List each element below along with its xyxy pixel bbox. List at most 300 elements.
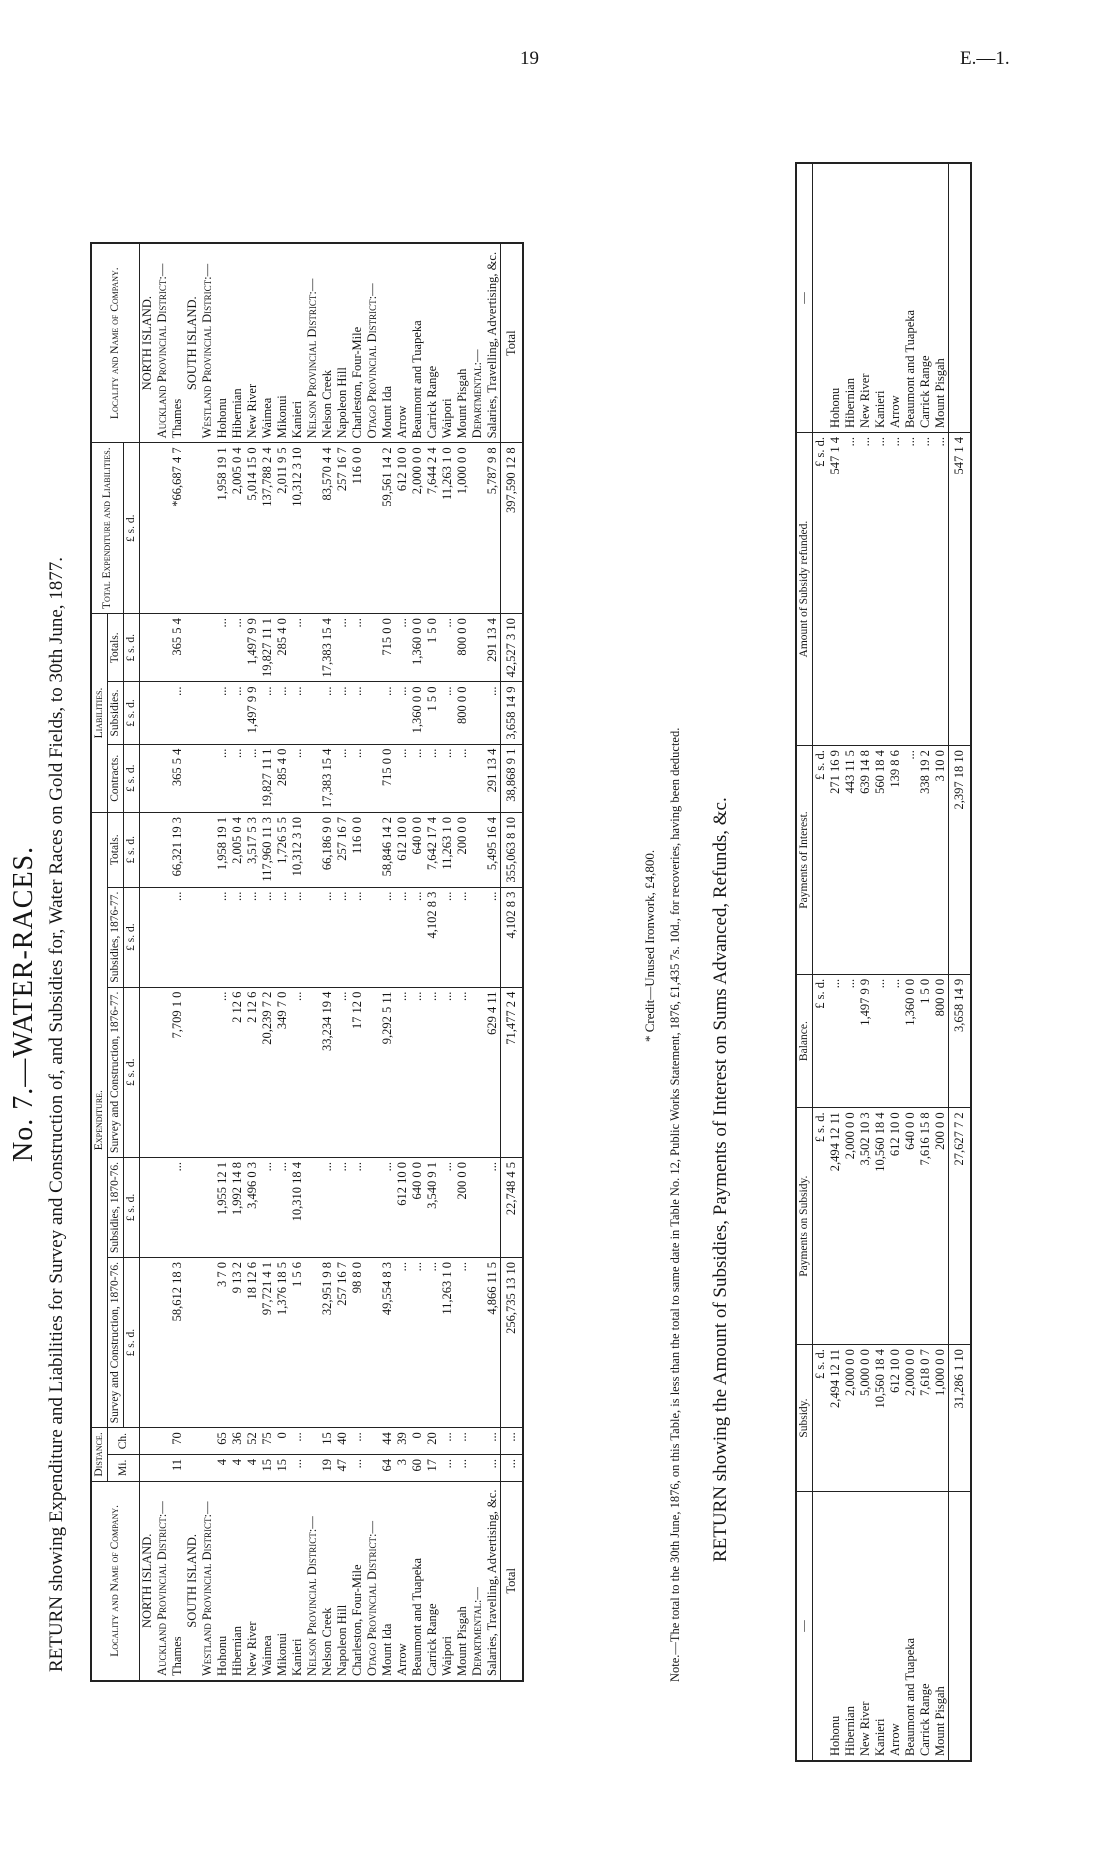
cell-ch: ...: [455, 1428, 470, 1455]
cell-lsub: ...: [350, 682, 365, 744]
total-row: [949, 163, 972, 1761]
cell-lsub: ...: [290, 682, 305, 744]
cell-sc7677: 349 7 0: [275, 987, 290, 1157]
cell-ltot: ...: [335, 614, 350, 682]
cell-sub7076: 1,992 14 8: [230, 1157, 245, 1257]
cell-contracts: ...: [440, 744, 455, 812]
cell-sub7677: ...: [335, 887, 350, 987]
cell-grand: 83,570 4 4: [320, 443, 335, 614]
empty-cell: [470, 1428, 485, 1455]
cell-sc7677: 2 12 6: [245, 987, 260, 1157]
header-total-exp: Total Expenditure and Liabilities.: [91, 443, 124, 614]
total-contracts: 38,868 9 1: [501, 744, 524, 812]
cell-tot: 612 10 0: [395, 812, 410, 887]
cell-contracts: 285 4 0: [275, 744, 290, 812]
empty-cell: [185, 614, 200, 682]
district-heading: Auckland Provincial District:—: [155, 1481, 170, 1681]
header-liab-totals: Totals.: [108, 614, 124, 682]
table-row: [140, 243, 156, 1681]
table-row: [230, 243, 245, 1681]
empty-cell: [813, 1492, 829, 1762]
locality-name-right: Mount Pisgah: [455, 243, 470, 443]
header-lsd: £ s. d.: [124, 1157, 140, 1257]
header-survey-7677: Survey and Construction, 1876-77.: [108, 987, 124, 1157]
cell-sc7677: ...: [290, 987, 305, 1157]
cell-ltot: 1,497 9 9: [245, 614, 260, 682]
subsidies-table: [795, 162, 972, 1762]
locality-name: Waipori: [440, 1481, 455, 1681]
empty-cell: [365, 812, 380, 887]
table-row: [350, 243, 365, 1681]
cell-tot: 3,517 5 3: [245, 812, 260, 887]
district-heading-right: Departmental:—: [470, 243, 485, 443]
cell-refunded: ...: [873, 433, 888, 746]
header-mi: Mi.: [108, 1454, 140, 1481]
header-liab-subsidies: Subsidies.: [108, 682, 124, 744]
district-heading: Otago Provincial District:—: [365, 1481, 380, 1681]
header-locality: Locality and Name of Company.: [91, 1481, 140, 1681]
empty-cell: [365, 1428, 380, 1455]
empty-cell: [470, 987, 485, 1157]
header-contracts: Contracts.: [108, 744, 124, 812]
total-row: [501, 243, 524, 1681]
cell-subsidy: 2,000 0 0: [903, 1345, 918, 1492]
empty-cell: [470, 887, 485, 987]
cell-sc7677: 17 12 0: [350, 987, 365, 1157]
empty-cell: [949, 163, 972, 433]
empty-cell: [813, 163, 829, 433]
cell-sub7076: 3,540 9 1: [425, 1157, 440, 1257]
cell-sc7076: 4,866 11 5: [485, 1257, 501, 1427]
empty-cell: [140, 614, 156, 682]
cell-sc7076: 98 8 0: [350, 1257, 365, 1427]
cell-ch: 70: [170, 1428, 185, 1455]
subsidies-section: [795, 162, 1114, 1762]
main-title: No. 7.—WATER-RACES.: [8, 845, 39, 1162]
empty-cell: [470, 812, 485, 887]
cell-grand: 5,787 9 8: [485, 443, 501, 614]
cell-sub7076: ...: [380, 1157, 395, 1257]
total-ch: ...: [501, 1428, 524, 1455]
empty-cell: [140, 1454, 156, 1481]
empty-cell: [185, 1454, 200, 1481]
cell-grand: 10,312 3 10: [290, 443, 305, 614]
cell-contracts: 715 0 0: [380, 744, 395, 812]
cell-sub7076: ...: [440, 1157, 455, 1257]
cell-payments: 2,000 0 0: [843, 1108, 858, 1345]
cell-sub7677: 4,102 8 3: [425, 887, 440, 987]
cell-sub7677: ...: [230, 887, 245, 987]
t2-header-blank: —: [796, 1492, 813, 1762]
cell-sc7076: 257 16 7: [335, 1257, 350, 1427]
cell-sub7076: 200 0 0: [455, 1157, 470, 1257]
cell-mi: ...: [485, 1454, 501, 1481]
cell-grand: 5,014 15 0: [245, 443, 260, 614]
section-heading: SOUTH ISLAND.: [185, 1481, 200, 1681]
cell-subsidy: 612 10 0: [888, 1345, 903, 1492]
cell-sub7076: 612 10 0: [395, 1157, 410, 1257]
cell-ch: 44: [380, 1428, 395, 1455]
cell-sc7677: ...: [335, 987, 350, 1157]
empty-cell: [155, 987, 170, 1157]
empty-cell: [155, 1257, 170, 1427]
header-lsd: £ s. d.: [124, 1257, 140, 1427]
cell-lsub: ...: [230, 682, 245, 744]
table-row: [365, 243, 380, 1681]
cell-sub7076: 640 0 0: [410, 1157, 425, 1257]
empty-cell: [200, 744, 215, 812]
empty-cell: [305, 614, 320, 682]
cell-subsidy: 2,494 12 11: [828, 1345, 843, 1492]
table-row: [305, 243, 320, 1681]
header-lsd: £ s. d.: [124, 812, 140, 887]
cell-interest: 560 18 4: [873, 746, 888, 975]
empty-cell: [305, 1257, 320, 1427]
locality-name: Beaumont and Tuapeka: [410, 1481, 425, 1681]
water-races-section: [0, 102, 780, 1862]
cell-mi: 19: [320, 1454, 335, 1481]
empty-cell: [365, 682, 380, 744]
empty-cell: [185, 682, 200, 744]
header-lsd: £ s. d.: [124, 987, 140, 1157]
table-row: [440, 243, 455, 1681]
cell-tot: 200 0 0: [455, 812, 470, 887]
company-name: New River: [858, 1492, 873, 1762]
cell-tot: 1,958 19 1: [215, 812, 230, 887]
cell-sub7677: ...: [455, 887, 470, 987]
cell-sc7076: 32,951 9 8: [320, 1257, 335, 1427]
cell-mi: ...: [455, 1454, 470, 1481]
table-row: [170, 243, 185, 1681]
cell-contracts: ...: [335, 744, 350, 812]
empty-cell: [305, 987, 320, 1157]
table-row: [215, 243, 230, 1681]
empty-cell: [200, 1257, 215, 1427]
cell-ltot: ...: [440, 614, 455, 682]
cell-sc7076: 49,554 8 3: [380, 1257, 395, 1427]
cell-tot: 116 0 0: [350, 812, 365, 887]
empty-cell: [140, 987, 156, 1157]
empty-cell: [155, 443, 170, 614]
district-heading-right: Auckland Provincial District:—: [155, 243, 170, 443]
cell-payments: 7,616 15 8: [918, 1108, 933, 1345]
cell-refunded: ...: [843, 433, 858, 746]
locality-name-right: Mount Ida: [380, 243, 395, 443]
cell-ch: 75: [260, 1428, 275, 1455]
total-subsidy: 31,286 1 10: [949, 1345, 972, 1492]
cell-balance: ...: [843, 974, 858, 1107]
company-name-right: Hohonu: [828, 163, 843, 433]
cell-contracts: ...: [350, 744, 365, 812]
empty-cell: [140, 443, 156, 614]
cell-lsub: ...: [380, 682, 395, 744]
cell-sc7076: 9 13 2: [230, 1257, 245, 1427]
company-name: Carrick Range: [918, 1492, 933, 1762]
empty-cell: [305, 1428, 320, 1455]
locality-name-right: Arrow: [395, 243, 410, 443]
cell-contracts: ...: [230, 744, 245, 812]
cell-ltot: 715 0 0: [380, 614, 395, 682]
header-lsd: £ s. d.: [124, 682, 140, 744]
note: Note.—The total to the 30th June, 1876, on this Table, is less than the total to same date in Table No. 12, Public Works Statement, 1876, £1,435 7s. 10d., for recoveries, having been deducted.: [668, 727, 682, 1682]
cell-lsub: 1,360 0 0: [410, 682, 425, 744]
cell-sc7677: 7,709 1 0: [170, 987, 185, 1157]
company-name: Kanieri: [873, 1492, 888, 1762]
company-name: Mount Pisgah: [933, 1492, 949, 1762]
company-name-right: Kanieri: [873, 163, 888, 433]
total-balance: 3,658 14 9: [949, 974, 972, 1107]
empty-cell: [470, 1157, 485, 1257]
empty-cell: [185, 744, 200, 812]
cell-sub7076: ...: [320, 1157, 335, 1257]
cell-mi: 4: [230, 1454, 245, 1481]
table-row: [485, 243, 501, 1681]
cell-grand: 7,644 2 4: [425, 443, 440, 614]
section-heading-right: SOUTH ISLAND.: [185, 243, 200, 443]
cell-contracts: ...: [215, 744, 230, 812]
cell-payments: 200 0 0: [933, 1108, 949, 1345]
cell-tot: 640 0 0: [410, 812, 425, 887]
cell-lsub: ...: [395, 682, 410, 744]
cell-sc7677: 2 12 6: [230, 987, 245, 1157]
company-name: Arrow: [888, 1492, 903, 1762]
district-heading: Departmental:—: [470, 1481, 485, 1681]
cell-sub7677: ...: [275, 887, 290, 987]
cell-lsub: 1,497 9 9: [245, 682, 260, 744]
cell-sub7076: ...: [335, 1157, 350, 1257]
empty-cell: [140, 1257, 156, 1427]
cell-refunded: ...: [918, 433, 933, 746]
cell-sub7677: ...: [320, 887, 335, 987]
header-distance: Distance.: [91, 1428, 108, 1481]
cell-payments: 2,494 12 11: [828, 1108, 843, 1345]
cell-mi: 3: [395, 1454, 410, 1481]
cell-sub7677: ...: [395, 887, 410, 987]
header-expenditure: Expenditure.: [91, 812, 108, 1427]
cell-sub7076: 10,310 18 4: [290, 1157, 305, 1257]
table-row: [185, 243, 200, 1681]
company-name: Hibernian: [843, 1492, 858, 1762]
unit-lsd: £ s. d.: [813, 1108, 829, 1345]
empty-cell: [305, 1454, 320, 1481]
cell-sub7076: ...: [170, 1157, 185, 1257]
cell-tot: 7,642 17 4: [425, 812, 440, 887]
t2-header-blank-right: —: [796, 163, 813, 433]
cell-lsub: ...: [440, 682, 455, 744]
cell-sub7677: ...: [380, 887, 395, 987]
empty-cell: [200, 614, 215, 682]
cell-lsub: 800 0 0: [455, 682, 470, 744]
cell-ltot: 1,360 0 0: [410, 614, 425, 682]
cell-ltot: 291 13 4: [485, 614, 501, 682]
table-row: [470, 243, 485, 1681]
lsd-row: [813, 163, 829, 1761]
empty-cell: [365, 744, 380, 812]
header-locality-right: Locality and Name of Company.: [91, 243, 140, 443]
cell-tot: 66,186 9 0: [320, 812, 335, 887]
empty-cell: [155, 887, 170, 987]
district-heading: Westland Provincial District:—: [200, 1481, 215, 1681]
cell-grand: 11,263 1 0: [440, 443, 455, 614]
empty-cell: [200, 1428, 215, 1455]
cell-mi: 4: [245, 1454, 260, 1481]
cell-subsidy: 7,618 0 7: [918, 1345, 933, 1492]
cell-contracts: 291 13 4: [485, 744, 501, 812]
locality-name-right: Waimea: [260, 243, 275, 443]
cell-refunded: 547 1 4: [828, 433, 843, 746]
unit-lsd: £ s. d.: [813, 1345, 829, 1492]
table-row: [425, 243, 440, 1681]
table-row: [410, 243, 425, 1681]
cell-sc7076: 18 12 6: [245, 1257, 260, 1427]
table-row: [290, 243, 305, 1681]
locality-name: Salaries, Travelling, Advertising, &c.: [485, 1481, 501, 1681]
cell-grand: 2,005 0 4: [230, 443, 245, 614]
cell-sc7076: 58,612 18 3: [170, 1257, 185, 1427]
cell-mi: 47: [335, 1454, 350, 1481]
cell-balance: ...: [888, 974, 903, 1107]
total-lsub: 3,658 14 9: [501, 682, 524, 744]
cell-sub7677: ...: [245, 887, 260, 987]
section-heading: NORTH ISLAND.: [140, 1481, 156, 1681]
total-grand: 397,590 12 8: [501, 443, 524, 614]
header-lsd: £ s. d.: [124, 744, 140, 812]
locality-name: Hohonu: [215, 1481, 230, 1681]
cell-grand: 1,958 19 1: [215, 443, 230, 614]
cell-ltot: ...: [290, 614, 305, 682]
total-mi: ...: [501, 1454, 524, 1481]
table-row: [395, 243, 410, 1681]
cell-balance: 1 5 0: [918, 974, 933, 1107]
cell-sub7677: ...: [485, 887, 501, 987]
cell-subsidy: 1,000 0 0: [933, 1345, 949, 1492]
cell-sc7076: ...: [410, 1257, 425, 1427]
cell-ltot: 19,827 11 1: [260, 614, 275, 682]
cell-ch: 39: [395, 1428, 410, 1455]
empty-cell: [305, 443, 320, 614]
cell-tot: 11,263 1 0: [440, 812, 455, 887]
empty-cell: [305, 812, 320, 887]
locality-name: Mount Pisgah: [455, 1481, 470, 1681]
cell-sc7677: 33,234 19 4: [320, 987, 335, 1157]
t2-header-payments: Payments on Subsidy.: [796, 1108, 813, 1345]
cell-mi: ...: [440, 1454, 455, 1481]
table-row: [903, 163, 918, 1761]
cell-ltot: ...: [215, 614, 230, 682]
total-label: Total: [501, 1481, 524, 1681]
empty-cell: [140, 812, 156, 887]
empty-cell: [155, 1157, 170, 1257]
table-row: [933, 163, 949, 1761]
cell-interest: 443 11 5: [843, 746, 858, 975]
cell-ch: ...: [290, 1428, 305, 1455]
locality-name: Kanieri: [290, 1481, 305, 1681]
empty-cell: [185, 987, 200, 1157]
empty-cell: [200, 812, 215, 887]
cell-interest: 139 8 6: [888, 746, 903, 975]
cell-tot: 2,005 0 4: [230, 812, 245, 887]
t2-header-refunded: Amount of Subsidy refunded.: [796, 433, 813, 746]
total-interest: 2,397 18 10: [949, 746, 972, 975]
locality-name-right: Hohonu: [215, 243, 230, 443]
locality-name: Charleston, Four-Mile: [350, 1481, 365, 1681]
header-subsidies-7677: Subsidies, 1876-77.: [108, 887, 124, 987]
table-row: [380, 243, 395, 1681]
cell-ltot: ...: [350, 614, 365, 682]
total-label-right: Total: [501, 243, 524, 443]
table-row: [335, 243, 350, 1681]
empty-cell: [305, 887, 320, 987]
cell-interest: 639 14 8: [858, 746, 873, 975]
cell-contracts: ...: [245, 744, 260, 812]
cell-mi: 15: [275, 1454, 290, 1481]
empty-cell: [365, 1257, 380, 1427]
company-name-right: Arrow: [888, 163, 903, 433]
cell-grand: 1,000 0 0: [455, 443, 470, 614]
header-liabilities: Liabilities.: [91, 614, 108, 813]
cell-subsidy: 5,000 0 0: [858, 1345, 873, 1492]
company-name: Beaumont and Tuapeka: [903, 1492, 918, 1762]
cell-contracts: ...: [395, 744, 410, 812]
header-lsd: £ s. d.: [124, 614, 140, 682]
locality-name: Nelson Creek: [320, 1481, 335, 1681]
empty-cell: [155, 1428, 170, 1455]
cell-sc7076: ...: [455, 1257, 470, 1427]
table-row: [828, 163, 843, 1761]
cell-ltot: 365 5 4: [170, 614, 185, 682]
cell-lsub: ...: [215, 682, 230, 744]
cell-ltot: ...: [230, 614, 245, 682]
cell-sc7677: ...: [410, 987, 425, 1157]
cell-sub7677: ...: [260, 887, 275, 987]
empty-cell: [305, 744, 320, 812]
table-row: [858, 163, 873, 1761]
company-name-right: Mount Pisgah: [933, 163, 949, 433]
cell-lsub: ...: [335, 682, 350, 744]
locality-name-right: Carrick Range: [425, 243, 440, 443]
empty-cell: [140, 1428, 156, 1455]
cell-mi: ...: [350, 1454, 365, 1481]
empty-cell: [470, 614, 485, 682]
cell-contracts: 365 5 4: [170, 744, 185, 812]
table-row: [275, 243, 290, 1681]
cell-balance: ...: [873, 974, 888, 1107]
empty-cell: [155, 614, 170, 682]
cell-ch: 0: [275, 1428, 290, 1455]
table-row: [245, 243, 260, 1681]
cell-ltot: 800 0 0: [455, 614, 470, 682]
empty-cell: [365, 887, 380, 987]
cell-sub7076: ...: [260, 1157, 275, 1257]
cell-ch: 52: [245, 1428, 260, 1455]
cell-contracts: ...: [455, 744, 470, 812]
cell-payments: 640 0 0: [903, 1108, 918, 1345]
cell-lsub: ...: [275, 682, 290, 744]
cell-grand: 137,788 2 4: [260, 443, 275, 614]
table-row: [455, 243, 470, 1681]
company-name-right: Carrick Range: [918, 163, 933, 433]
locality-name-right: New River: [245, 243, 260, 443]
empty-cell: [185, 1157, 200, 1257]
total-payments: 27,627 7 2: [949, 1108, 972, 1345]
cell-ltot: ...: [395, 614, 410, 682]
cell-ch: 0: [410, 1428, 425, 1455]
cell-sc7076: 1 5 6: [290, 1257, 305, 1427]
cell-mi: 17: [425, 1454, 440, 1481]
cell-lsub: ...: [260, 682, 275, 744]
total-refunded: 547 1 4: [949, 433, 972, 746]
table-row: [320, 243, 335, 1681]
